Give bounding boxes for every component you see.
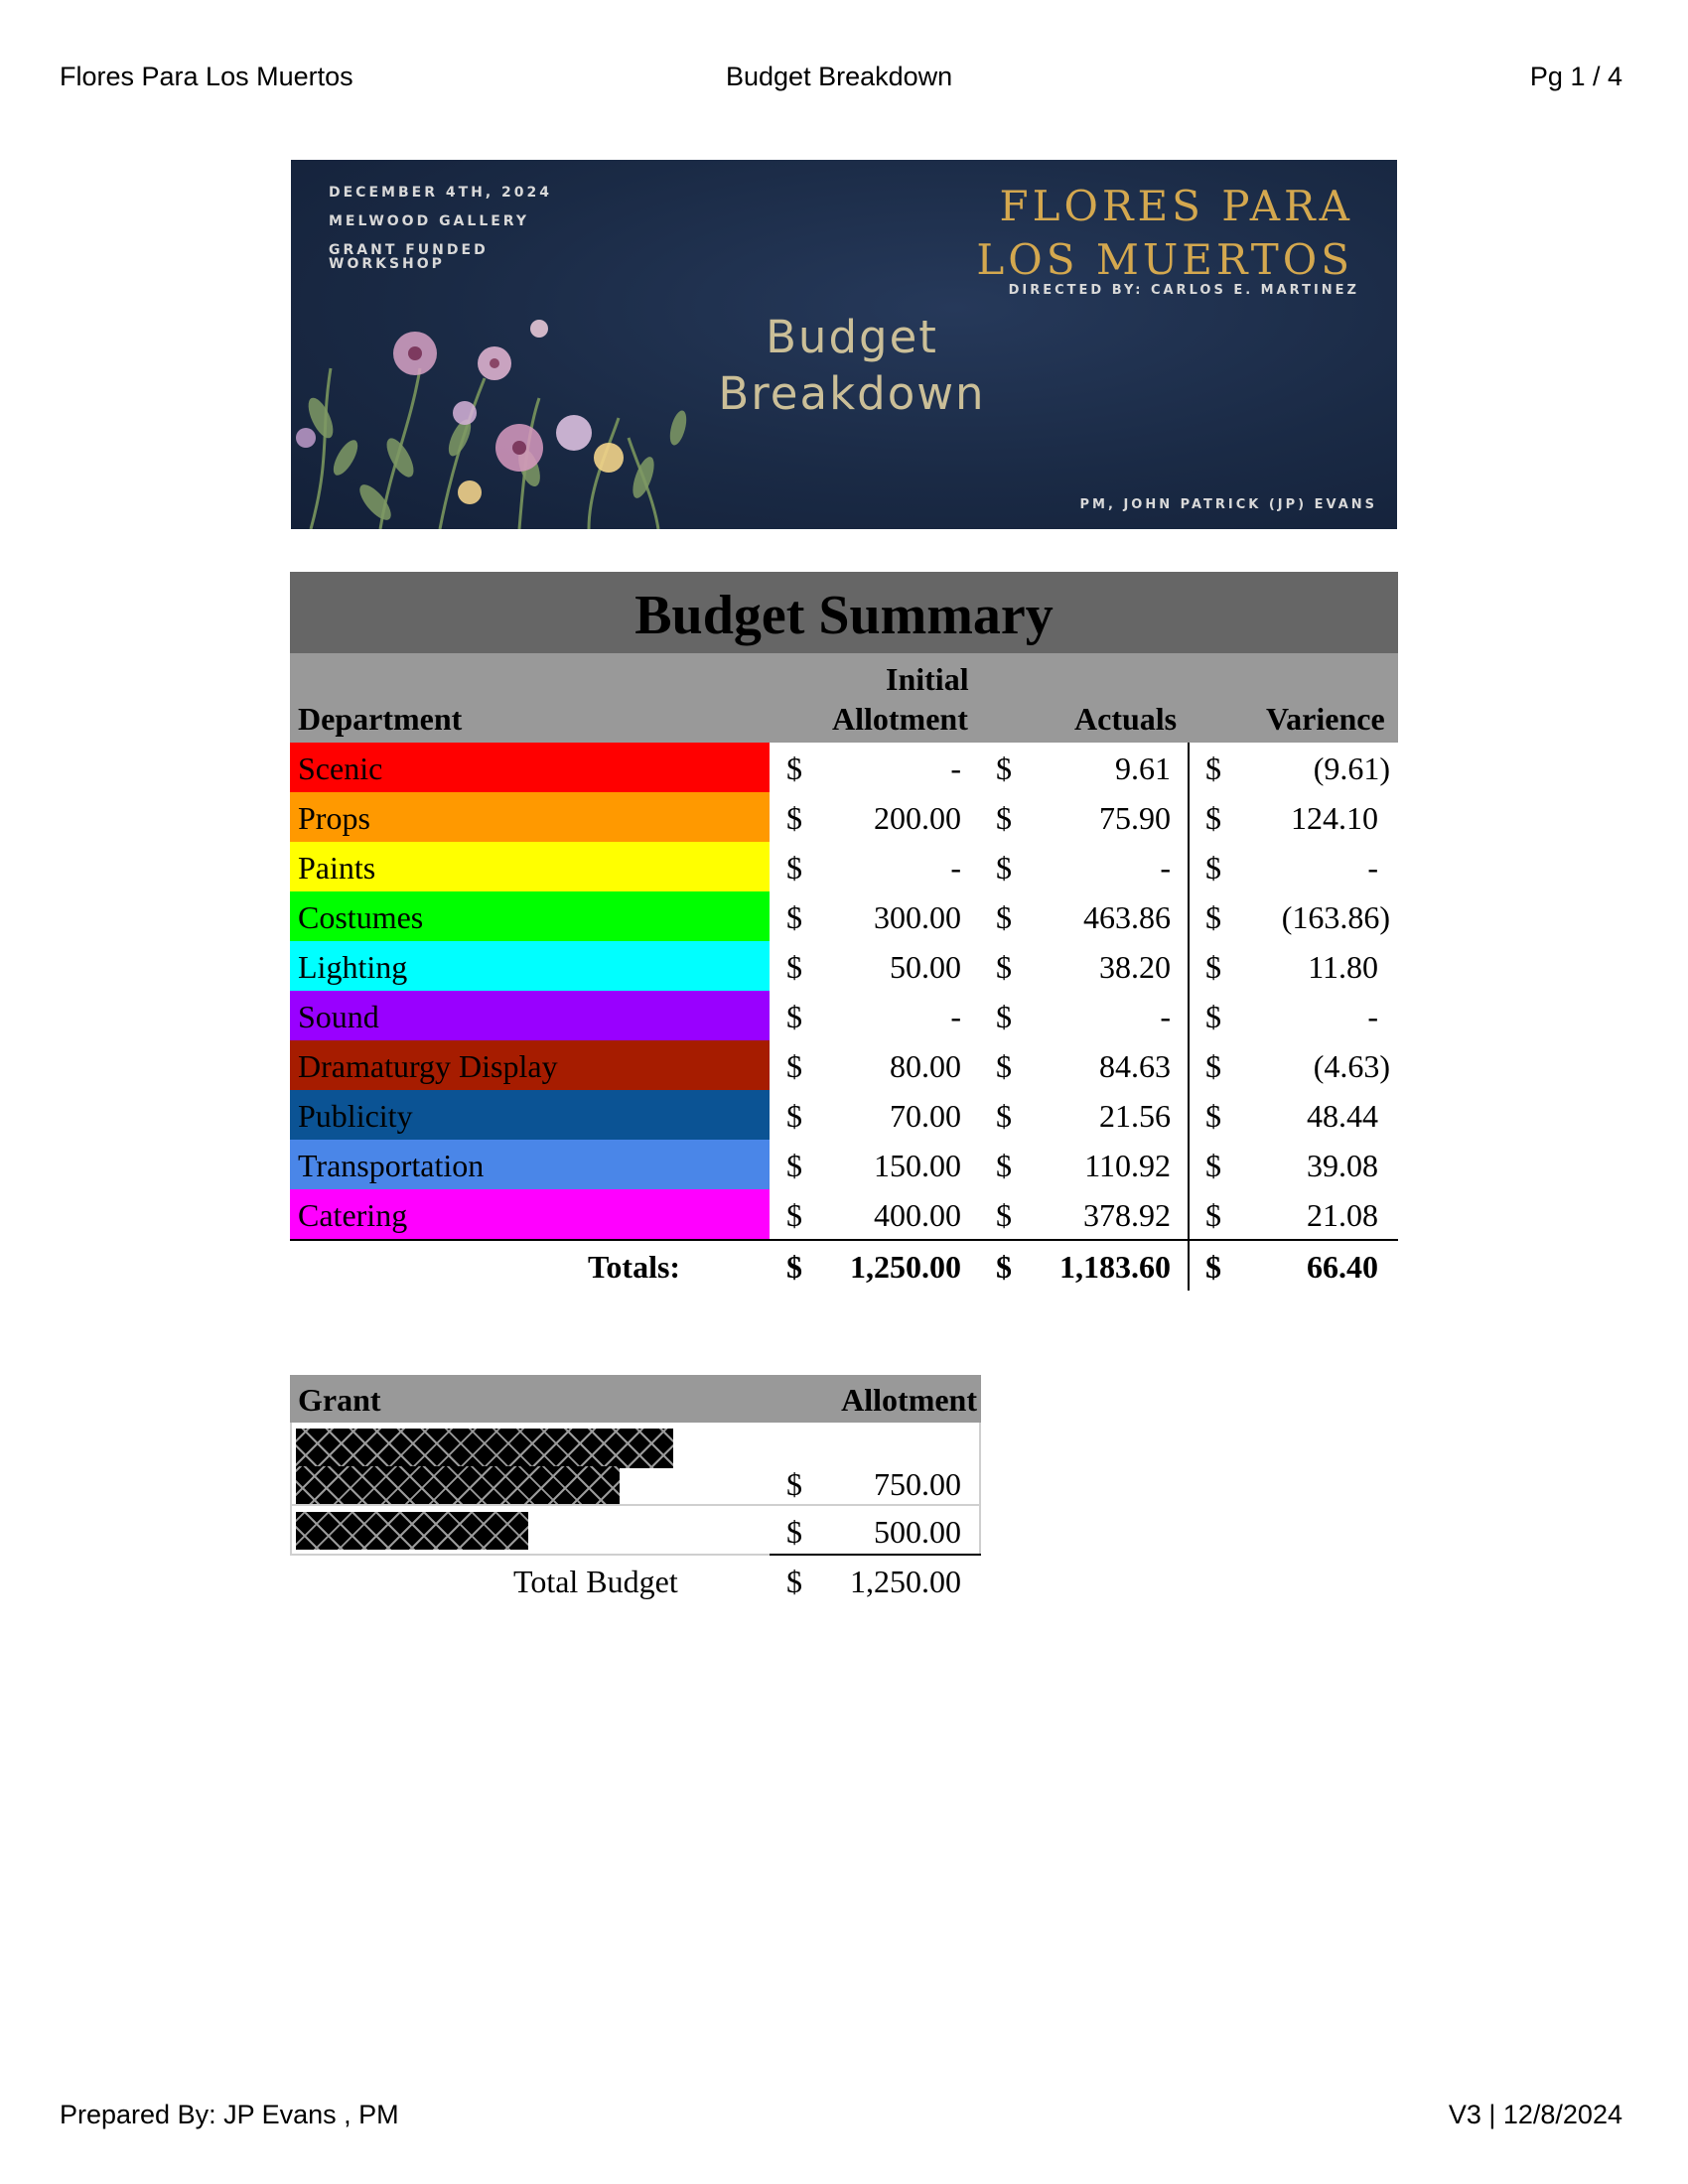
actual-value: 9.61 [1115, 751, 1171, 786]
variance-currency: $ [1205, 999, 1221, 1034]
variance-value: 124.10 [1291, 800, 1378, 836]
actual-value: 38.20 [1099, 949, 1171, 985]
col-header-initial-2: Allotment [832, 701, 968, 737]
variance-value: (4.63) [1313, 1048, 1390, 1084]
initial-value: - [950, 850, 961, 886]
actual-currency: $ [996, 1098, 1012, 1134]
banner-subtitle-line-1: Budget [766, 311, 938, 363]
grant-row-1-currency: $ [786, 1466, 802, 1502]
redacted-grant-name-1a [296, 1429, 673, 1468]
grant-column-headers [290, 1375, 981, 1423]
banner-subtitle-line-2: Breakdown [718, 367, 986, 420]
variance-value: (9.61) [1313, 751, 1390, 786]
initial-currency: $ [786, 1197, 802, 1233]
grant-row-2-amount: 500.00 [874, 1514, 961, 1550]
dept-name: Dramaturgy Display [290, 1040, 770, 1090]
header-page-number: Pg 1 / 4 [1529, 62, 1622, 91]
banner-date: DECEMBER 4TH, 2024 [329, 185, 553, 201]
banner-title [976, 180, 1353, 287]
variance-currency: $ [1205, 1048, 1221, 1084]
variance-value: 21.08 [1307, 1197, 1378, 1233]
initial-value: - [950, 751, 961, 786]
totals-divider [1188, 1241, 1190, 1291]
summary-rows [290, 743, 1398, 1239]
variance-value: 11.80 [1308, 949, 1378, 985]
variance-currency: $ [1205, 899, 1221, 935]
banner-venue: MELWOOD GALLERY [329, 213, 529, 229]
header-section-title: Budget Breakdown [726, 62, 953, 91]
summary-row [290, 891, 1398, 941]
banner-title-line-2: LOS MUERTOS [976, 235, 1353, 284]
redacted-grant-name-1b [296, 1466, 620, 1504]
variance-currency: $ [1205, 751, 1221, 786]
variance-value: (163.86) [1281, 899, 1390, 935]
variance-value: - [1367, 850, 1378, 886]
dept-name: Costumes [290, 891, 770, 941]
actual-currency: $ [996, 999, 1012, 1034]
actual-currency: $ [996, 800, 1012, 836]
actual-value: 378.92 [1083, 1197, 1171, 1233]
summary-row [290, 941, 1398, 991]
actual-currency: $ [996, 1148, 1012, 1183]
budget-summary-title: Budget Summary [290, 572, 1398, 653]
banner-director: DIRECTED BY: CARLOS E. MARTINEZ [1008, 283, 1359, 298]
summary-column-headers [290, 653, 1398, 743]
initial-currency: $ [786, 1098, 802, 1134]
col-header-initial-1: Initial [886, 661, 969, 697]
totals-label: Totals: [588, 1249, 681, 1285]
actual-value: 21.56 [1099, 1098, 1171, 1134]
variance-value: 48.44 [1307, 1098, 1378, 1134]
actual-value: - [1160, 850, 1171, 886]
actual-value: 110.92 [1084, 1148, 1171, 1183]
grant-total-amount: 1,250.00 [850, 1564, 961, 1599]
col-header-grant: Grant [298, 1382, 381, 1418]
totals-variance-currency: $ [1205, 1249, 1221, 1285]
dept-name: Paints [290, 842, 770, 891]
grant-row-1-amount: 750.00 [874, 1466, 961, 1502]
variance-currency: $ [1205, 1148, 1221, 1183]
watercolor-flowers-illustration [291, 309, 708, 529]
initial-currency: $ [786, 1048, 802, 1084]
variance-currency: $ [1205, 1197, 1221, 1233]
dept-name: Sound [290, 991, 770, 1040]
initial-value: 200.00 [874, 800, 961, 836]
variance-currency: $ [1205, 800, 1221, 836]
summary-row [290, 1189, 1398, 1239]
summary-totals-row [290, 1239, 1398, 1291]
actual-currency: $ [996, 949, 1012, 985]
initial-currency: $ [786, 949, 802, 985]
actual-currency: $ [996, 1048, 1012, 1084]
actual-value: 84.63 [1099, 1048, 1171, 1084]
col-header-department: Department [298, 701, 463, 737]
initial-value: 400.00 [874, 1197, 961, 1233]
actual-value: 463.86 [1083, 899, 1171, 935]
dept-name: Catering [290, 1189, 770, 1239]
budget-summary-table [290, 572, 1398, 1291]
actual-currency: $ [996, 850, 1012, 886]
grant-row-2 [290, 1506, 981, 1556]
col-header-variance: Varience [1266, 701, 1385, 737]
grant-total-currency: $ [786, 1564, 802, 1599]
actual-currency: $ [996, 899, 1012, 935]
title-banner [291, 160, 1397, 529]
summary-row [290, 991, 1398, 1040]
footer-version-date: V3 | 12/8/2024 [1448, 2100, 1622, 2129]
redacted-grant-name-2 [296, 1512, 528, 1550]
initial-value: - [950, 999, 961, 1034]
actual-value: - [1160, 999, 1171, 1034]
totals-actual-currency: $ [996, 1249, 1012, 1285]
banner-title-line-1: FLORES PARA [999, 182, 1353, 230]
actual-value: 75.90 [1099, 800, 1171, 836]
initial-value: 70.00 [890, 1098, 961, 1134]
summary-row [290, 743, 1398, 792]
variance-value: - [1367, 999, 1378, 1034]
initial-value: 80.00 [890, 1048, 961, 1084]
initial-value: 300.00 [874, 899, 961, 935]
col-header-allotment: Allotment [841, 1382, 977, 1418]
dept-name: Props [290, 792, 770, 842]
initial-value: 50.00 [890, 949, 961, 985]
dept-name: Lighting [290, 941, 770, 991]
initial-currency: $ [786, 800, 802, 836]
summary-row [290, 1140, 1398, 1189]
grant-table [290, 1375, 981, 1605]
variance-currency: $ [1205, 1098, 1221, 1134]
initial-currency: $ [786, 999, 802, 1034]
actual-currency: $ [996, 751, 1012, 786]
banner-funding-2: WORKSHOP [329, 256, 445, 272]
summary-row [290, 1090, 1398, 1140]
grant-total-label: Total Budget [513, 1564, 678, 1599]
dept-name: Transportation [290, 1140, 770, 1189]
banner-funding-1: GRANT FUNDED [329, 242, 489, 258]
totals-initial-value: 1,250.00 [850, 1249, 961, 1285]
totals-initial-currency: $ [786, 1249, 802, 1285]
footer-prepared-by: Prepared By: JP Evans , PM [60, 2100, 399, 2129]
dept-name: Scenic [290, 743, 770, 792]
grant-row-2-currency: $ [786, 1514, 802, 1550]
banner-pm: PM, JOHN PATRICK (JP) EVANS [1079, 497, 1377, 512]
initial-currency: $ [786, 751, 802, 786]
banner-subtitle [718, 309, 986, 422]
initial-value: 150.00 [874, 1148, 961, 1183]
actual-currency: $ [996, 1197, 1012, 1233]
dept-name: Publicity [290, 1090, 770, 1140]
header-doc-title: Flores Para Los Muertos [60, 62, 353, 91]
summary-row [290, 842, 1398, 891]
initial-currency: $ [786, 899, 802, 935]
summary-row [290, 792, 1398, 842]
variance-value: 39.08 [1307, 1148, 1378, 1183]
initial-currency: $ [786, 850, 802, 886]
initial-currency: $ [786, 1148, 802, 1183]
variance-currency: $ [1205, 949, 1221, 985]
totals-variance-value: 66.40 [1307, 1249, 1378, 1285]
grant-total-row [290, 1556, 981, 1605]
variance-currency: $ [1205, 850, 1221, 886]
summary-row [290, 1040, 1398, 1090]
totals-actual-value: 1,183.60 [1059, 1249, 1171, 1285]
grant-row-1 [290, 1423, 981, 1506]
col-header-actuals: Actuals [1074, 701, 1178, 737]
